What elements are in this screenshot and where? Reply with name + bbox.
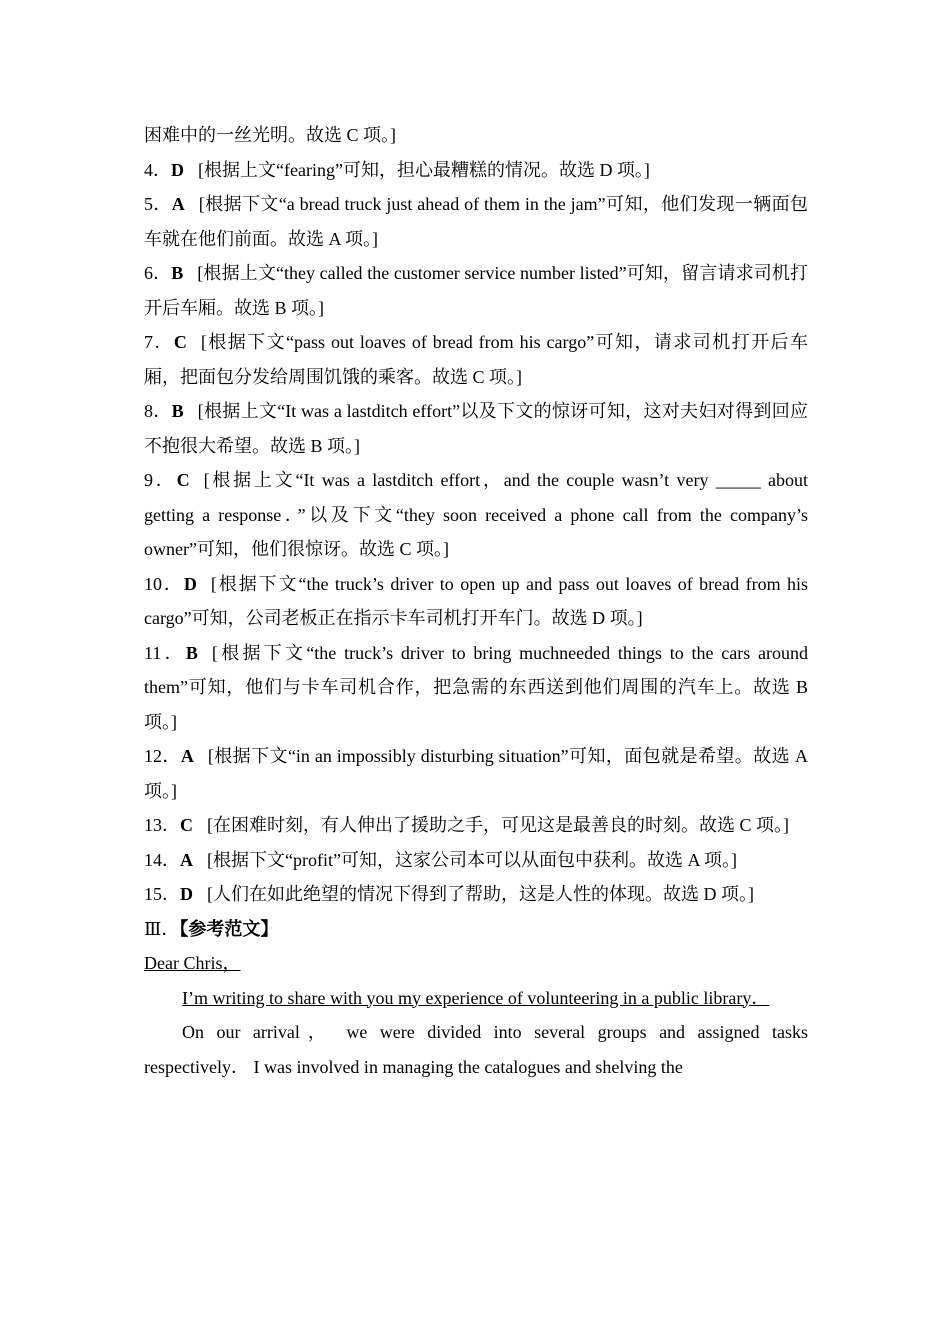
answer-number: 13．	[144, 815, 180, 835]
answer-letter: A	[180, 849, 193, 870]
answer-letter: C	[180, 815, 193, 835]
answer-explanation: [根据下文“in an impossibly disturbing situation”可知，面包就是希望。故选 A 项。]	[144, 746, 808, 801]
answer-letter: C	[176, 470, 190, 490]
answer-number: 5．	[144, 194, 172, 214]
answer-item	[144, 256, 808, 325]
answer-number: 10．	[144, 573, 184, 594]
answer-item	[144, 877, 808, 912]
answer-letter: D	[183, 573, 197, 594]
answer-item	[144, 394, 808, 463]
answer-list	[144, 153, 808, 912]
model-essay	[144, 946, 808, 1084]
document-page	[144, 118, 808, 1084]
answer-letter: B	[185, 642, 198, 663]
answer-number: 8．	[144, 401, 172, 421]
answer-letter: A	[171, 194, 185, 214]
answer-letter: D	[180, 884, 193, 904]
answer-letter: C	[173, 332, 187, 352]
essay-opening-sentence: I’m writing to share with you my experience of volunteering in a public library．	[182, 987, 770, 1008]
answer-number: 4．	[144, 159, 171, 180]
section-title: 【参考范文】	[179, 918, 279, 939]
section-number: Ⅲ．	[144, 918, 180, 939]
answer-number: 11．	[144, 642, 186, 663]
essay-paragraph: On our arrival， we were divided into several groups and assigned tasks respectively． I was involved in managing the catalogues and shelving the	[144, 1022, 808, 1077]
answer-item	[144, 636, 808, 740]
answer-letter: B	[171, 263, 184, 283]
answer-letter: B	[171, 401, 184, 421]
answer-explanation: [根据下文“pass out loaves of bread from his cargo”可知，请求司机打开后车厢，把面包分发给周围饥饿的乘客。故选 C 项。]	[144, 332, 808, 387]
answer-number: 6．	[144, 263, 172, 283]
answer-explanation: [根据上文“fearing”可知，担心最糟糕的情况。故选 D 项。]	[198, 159, 650, 180]
answer-item	[144, 153, 808, 188]
answer-number: 14．	[144, 849, 180, 870]
section-heading	[144, 912, 808, 947]
answer-explanation: [根据下文“the truck’s driver to bring muchneeded things to the cars around them”可知，他们与卡车司机合作，把急需的东西送到他们周围的汽车上。故选 B 项。]	[144, 642, 808, 732]
answer-item	[144, 843, 808, 878]
answer-explanation: [根据上文“they called the customer service number listed”可知，留言请求司机打开后车厢。故选 B 项。]	[144, 263, 809, 318]
answer-number: 12．	[144, 746, 181, 766]
answer-explanation: [根据下文“profit”可知，这家公司本可以从面包中获利。故选 A 项。]	[207, 849, 737, 870]
intro-line: 困难中的一丝光明。故选 C 项。]	[144, 125, 396, 145]
answer-item	[144, 463, 808, 567]
answer-explanation: [在困难时刻，有人伸出了援助之手，可见这是最善良的时刻。故选 C 项。]	[207, 815, 789, 835]
essay-salutation: Dear Chris，	[144, 953, 241, 973]
essay-paragraph	[144, 981, 808, 1016]
answer-number: 7．	[144, 332, 174, 352]
answer-number: 15．	[144, 884, 180, 904]
answer-item	[144, 325, 808, 394]
answer-item	[144, 808, 808, 843]
answer-explanation: [根据下文“the truck’s driver to open up and pass out loaves of bread from his cargo”可知，公司老板正在指示卡车司机打开车门。故选 D 项。]	[144, 573, 809, 628]
answer-explanation: [根据下文“a bread truck just ahead of them in the jam”可知，他们发现一辆面包车就在他们前面。故选 A 项。]	[144, 194, 808, 249]
answer-item	[144, 187, 808, 256]
answer-number: 9．	[144, 470, 177, 490]
answer-letter: D	[171, 159, 184, 180]
answer-item	[144, 739, 808, 808]
answer-item	[144, 567, 808, 636]
answer-explanation: [根据上文“It was a lastditch effort，and the couple wasn’t very _____ about getting a response．”以及下文“they soon received a phone call from the company’s owner”可知，他们很惊讶。故选 C 项。]	[144, 470, 808, 559]
answer-explanation: [根据上文“It was a lastditch effort”以及下文的惊讶可知，这对夫妇对得到回应不抱很大希望。故选 B 项。]	[144, 401, 809, 456]
answer-letter: A	[180, 746, 194, 766]
answer-explanation: [人们在如此绝望的情况下得到了帮助，这是人性的体现。故选 D 项。]	[207, 884, 754, 904]
